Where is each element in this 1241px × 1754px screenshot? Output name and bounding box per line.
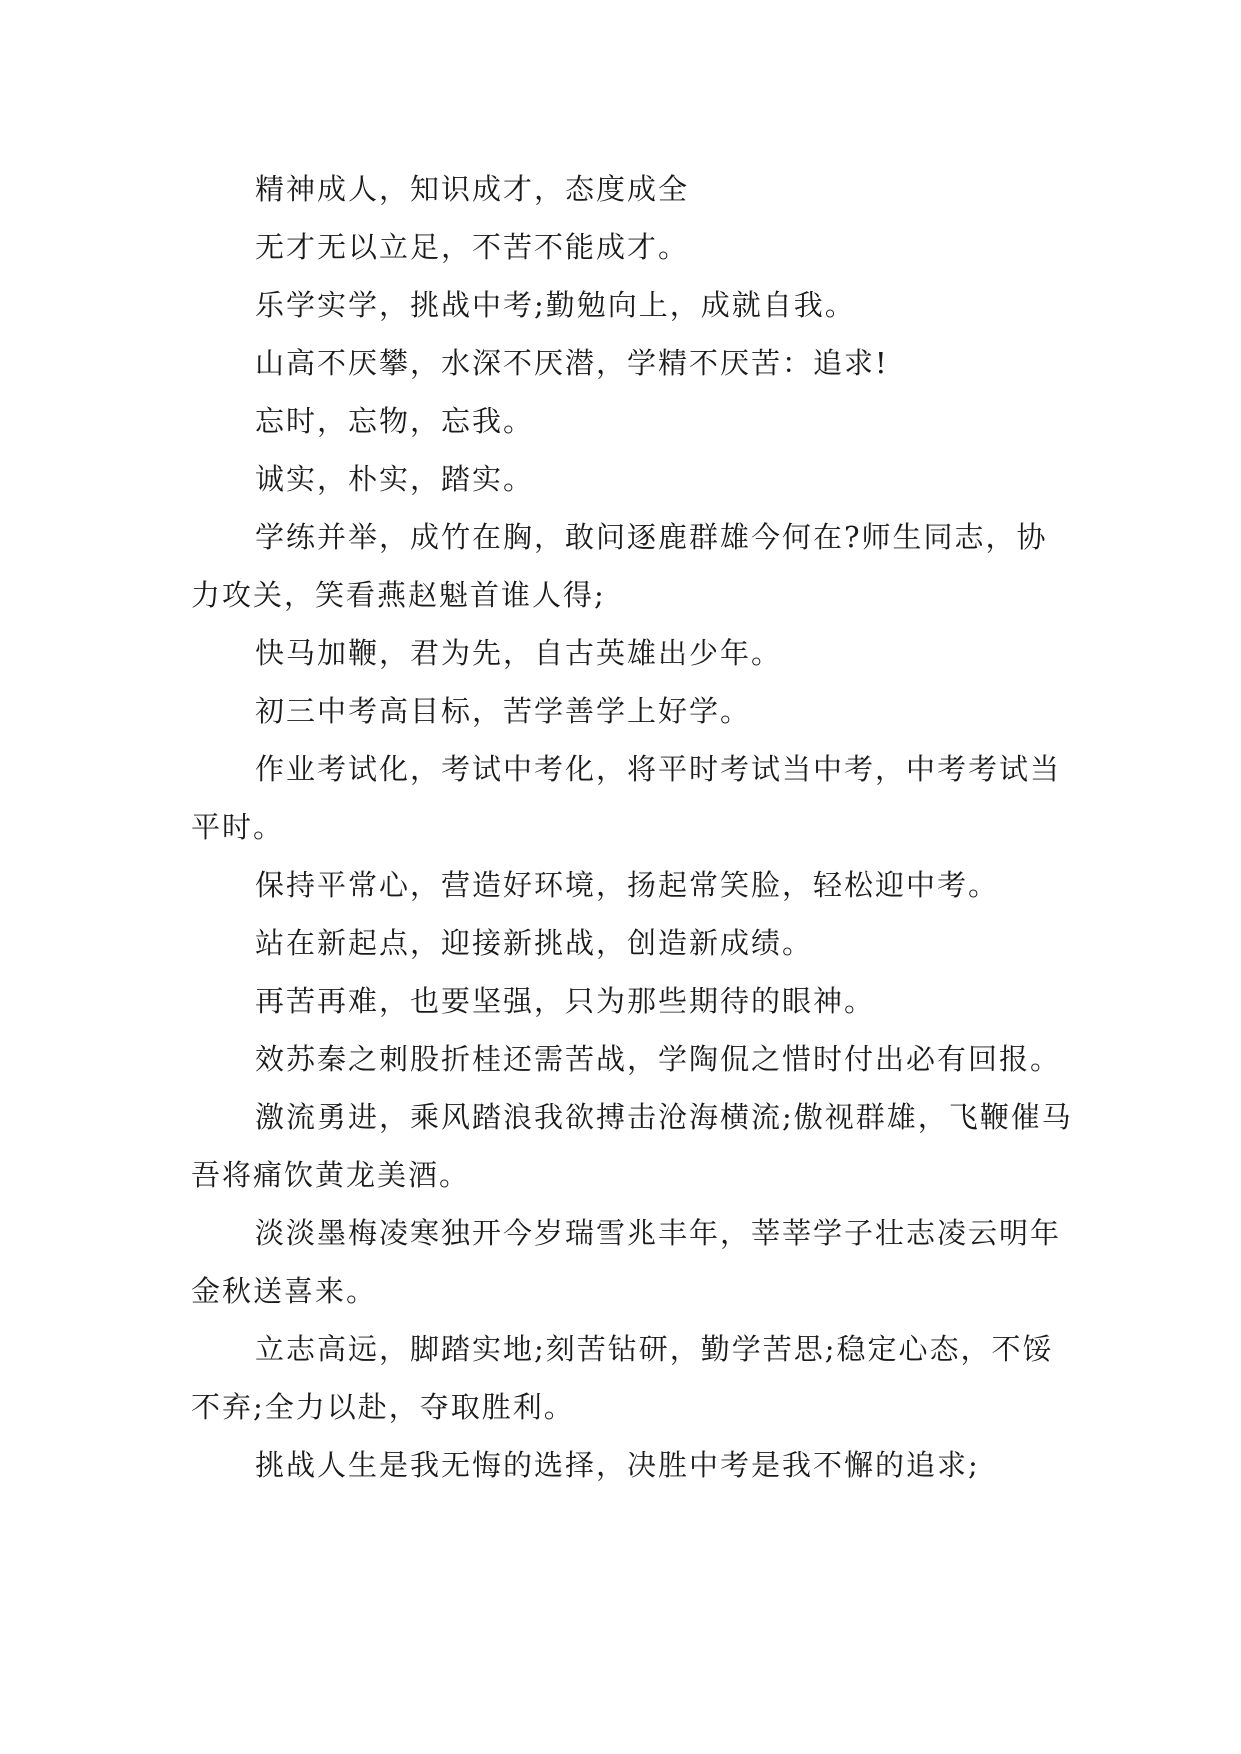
paragraph: 挑战人生是我无悔的选择，决胜中考是我不懈的追求; [255, 1448, 980, 1482]
paragraph: 作业考试化，考试中考化，将平时考试当中考，中考考试当平时。 [191, 752, 1062, 844]
paragraph: 保持平常心，营造好环境，扬起常笑脸，轻松迎中考。 [255, 868, 1000, 902]
paragraph: 山高不厌攀，水深不厌潜，学精不厌苦：追求! [255, 346, 889, 380]
paragraph: 初三中考高目标，苦学善学上好学。 [255, 694, 752, 728]
paragraph: 诚实，朴实，踏实。 [255, 462, 535, 496]
paragraph: 快马加鞭，君为先，自古英雄出少年。 [255, 636, 783, 670]
paragraph: 激流勇进，乘风踏浪我欲搏击沧海横流;傲视群雄，飞鞭催马吾将痛饮黄龙美酒。 [191, 1100, 1073, 1192]
paragraph: 淡淡墨梅凌寒独开今岁瑞雪兆丰年，莘莘学子壮志凌云明年金秋送喜来。 [191, 1216, 1062, 1308]
paragraph: 精神成人，知识成才，态度成全 [255, 172, 690, 206]
paragraph: 效苏秦之刺股折桂还需苦战，学陶侃之惜时付出必有回报。 [255, 1042, 1062, 1076]
paragraph: 学练并举，成竹在胸，敢问逐鹿群雄今何在?师生同志，协力攻关，笑看燕赵魁首谁人得; [191, 520, 1048, 612]
paragraph: 无才无以立足，不苦不能成才。 [255, 230, 690, 264]
paragraph: 再苦再难，也要坚强，只为那些期待的眼神。 [255, 984, 876, 1018]
paragraph: 站在新起点，迎接新挑战，创造新成绩。 [255, 926, 814, 960]
paragraph: 立志高远，脚踏实地;刻苦钻研，勤学苦思;稳定心态，不馁不弃;全力以赴，夺取胜利。 [191, 1332, 1054, 1424]
document-body [191, 160, 1073, 1494]
paragraph: 忘时，忘物，忘我。 [255, 404, 535, 438]
paragraph: 乐学实学，挑战中考;勤勉向上，成就自我。 [255, 288, 856, 322]
